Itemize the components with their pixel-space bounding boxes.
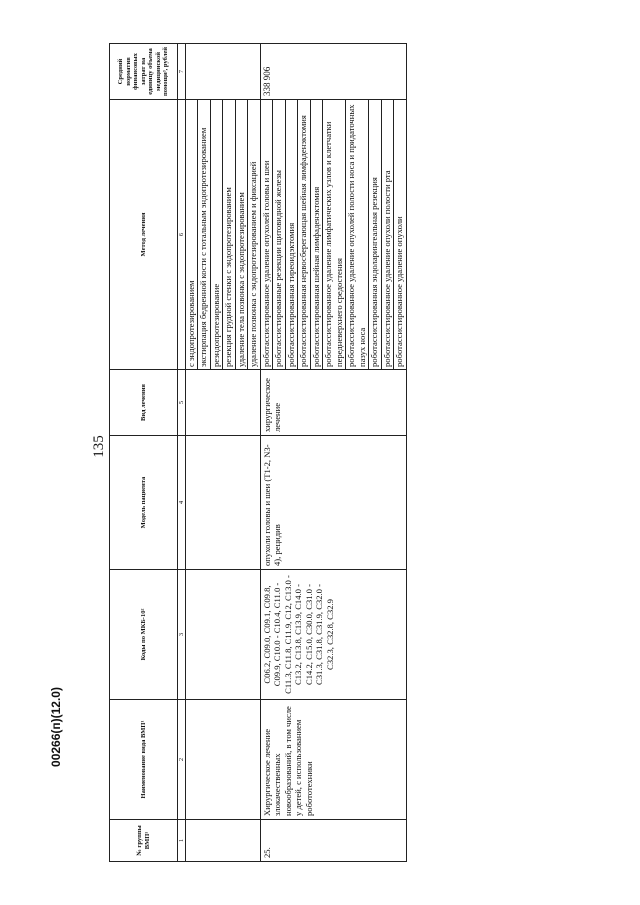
method-item: роботассистированное удаление опухоли	[394, 216, 405, 367]
col-number: 3	[178, 570, 186, 700]
patient-model: опухоли головы и шеи (T1-2, N3-4), рецидив	[260, 436, 406, 570]
header-codes: Коды по МКБ-10²	[110, 570, 178, 700]
rotated-table-wrapper	[109, 44, 617, 862]
method-item: роботассистированное удаление опухолей головы и шеи	[261, 100, 273, 369]
col-number: 6	[178, 100, 186, 370]
header-model: Модель пациента	[110, 436, 178, 570]
method-item: роботассистированное удаление опухолей полости носа и придаточных пазух носа	[346, 100, 369, 369]
header-cost: Средний норматив финансовых затрат на единицу объема медицинской помощи³, рублей	[110, 44, 178, 100]
treatment-type: хирургическое лечение	[260, 370, 406, 436]
method-item: роботассистированное удаление лимфатических узлов и клетчатки передневерхнего средостения	[323, 100, 346, 369]
method-item: роботассистированная тиреоидэктомия	[286, 100, 298, 369]
method-list	[186, 100, 261, 370]
vmp-table	[109, 43, 407, 862]
col-number: 5	[178, 370, 186, 436]
header-row	[110, 44, 178, 862]
method-item: удаление тела позвонка с эндопротезированием	[236, 100, 248, 369]
col-number: 7	[178, 44, 186, 100]
col-number: 2	[178, 700, 186, 820]
method-item: с эндопротезированием	[186, 100, 198, 369]
header-name: Наименование вида ВМП¹	[110, 700, 178, 820]
method-list	[260, 100, 406, 370]
method-item: удаление позвонка с эндопротезированием и фиксацией	[248, 161, 259, 367]
table-row-continued	[186, 44, 261, 862]
group-number: 25.	[260, 820, 406, 862]
header-method: Метод лечения	[110, 100, 178, 370]
method-item: экстирпация бедренной кости с тотальным эндопротезированием	[198, 100, 210, 369]
method-item: роботассистированная эндоларингеальная резекция	[369, 100, 381, 369]
page-number: 135	[90, 435, 107, 458]
cost-value: 338 906	[260, 44, 406, 100]
method-item: реэндопротезирование	[211, 100, 223, 369]
header-treatment: Вид лечения	[110, 370, 178, 436]
col-number: 1	[178, 820, 186, 862]
header-group: № группы ВМП¹	[110, 820, 178, 862]
method-item: роботассистированные резекции щитовидной железы	[273, 100, 285, 369]
method-item: резекция грудной стенки с эндопротезированием	[223, 100, 235, 369]
method-item: роботассистированная шейная лимфаденэктомия	[311, 100, 323, 369]
icd-codes: C06.2, C09.0, C09.1, C09.8, C09.9, C10.0 - C10.4, C11.0 - C11.3, C11.8, C11.9, C12, C13.0 - C13.2, C13.8, C13.9, C14.0 - C14.2, C15.0, C30.0, C31.0 - C31.3, C31.8, C31.9, C32.0 - C32.3, C32.8, C32.9	[260, 570, 406, 700]
document-code: 00266(п)(12.0)	[49, 687, 63, 767]
col-number: 4	[178, 436, 186, 570]
table-row-25	[260, 44, 406, 862]
method-item: роботассистированная нервосберегающая шейная лимфаденэктомия	[298, 100, 310, 369]
method-item: роботассистированное удаление опухоли полости рта	[382, 100, 394, 369]
vmp-name: Хирургическое лечение злокачественных новообразований, в том числе у детей, с использованием робототехники	[260, 700, 406, 820]
column-number-row	[178, 44, 186, 862]
